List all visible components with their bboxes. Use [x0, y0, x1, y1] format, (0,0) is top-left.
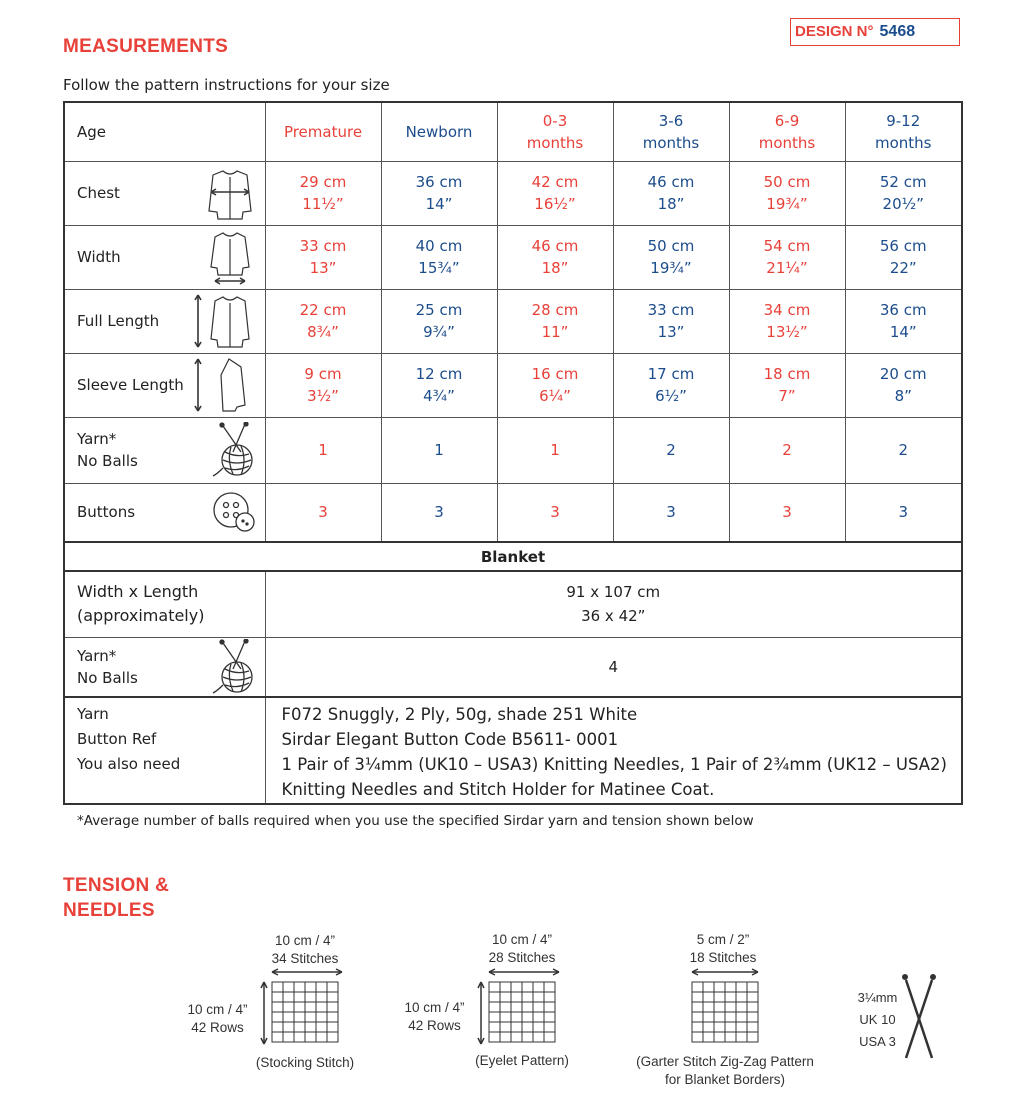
table-cell: 1	[497, 417, 613, 483]
sleeve-measure-icon	[193, 355, 257, 415]
swatch-height-label: 10 cm / 4” 42 Rows	[187, 1002, 248, 1035]
swatch-width-label: 10 cm / 4” 28 Stitches	[488, 932, 556, 965]
table-cell: 3	[265, 483, 381, 542]
sleeve-length-row	[64, 353, 962, 417]
row-label: Width	[77, 248, 121, 266]
table-cell: 34 cm 13½”	[729, 289, 845, 353]
table-cell: 17 cm 6½”	[613, 353, 729, 417]
swatch-grid-icon	[680, 966, 770, 1050]
swatch-width-label: 5 cm / 2” 18 Stitches	[689, 932, 757, 965]
table-cell: 46 cm 18”	[613, 161, 729, 225]
subtitle: Follow the pattern instructions for your size	[63, 76, 390, 94]
age-label: Age	[64, 102, 265, 161]
swatch-caption: (Stocking Stitch)	[255, 1055, 355, 1070]
blanket-balls-value: 4	[265, 637, 962, 697]
size-header: Premature	[265, 102, 381, 161]
table-cell: 12 cm 4¾”	[381, 353, 497, 417]
table-cell: 3	[381, 483, 497, 542]
blanket-size-note: (approximately)	[77, 606, 205, 626]
section-title-measurements: MEASUREMENTS	[63, 36, 229, 57]
table-cell: 54 cm 21¼”	[729, 225, 845, 289]
table-cell: 3	[613, 483, 729, 542]
table-cell: 22 cm 8¾”	[265, 289, 381, 353]
size-header: 3-6 months	[613, 102, 729, 161]
size-header: 6-9 months	[729, 102, 845, 161]
swatch-caption: (Eyelet Pattern)	[475, 1053, 569, 1068]
table-cell: 40 cm 15¾”	[381, 225, 497, 289]
length-measure-icon	[193, 291, 257, 351]
swatch-grid-icon	[475, 966, 565, 1050]
table-cell: 20 cm 8”	[845, 353, 962, 417]
table-cell: 56 cm 22”	[845, 225, 962, 289]
table-cell: 16 cm 6¼”	[497, 353, 613, 417]
needle-size-label: 3¼mm UK 10 USA 3	[857, 990, 898, 1049]
info-label-yarn: Yarn	[77, 705, 109, 723]
table-cell: 36 cm 14”	[381, 161, 497, 225]
info-label-also-need: You also need	[77, 755, 181, 773]
yarn-ball-icon	[211, 422, 257, 478]
blanket-size-label: Width x Length	[77, 582, 199, 602]
size-header: Newborn	[381, 102, 497, 161]
info-value-also-need: 1 Pair of 3¼mm (UK10 – USA3) Knitting Needles, 1 Pair of 2¾mm (UK12 – USA2)	[281, 755, 947, 774]
design-number: 5468	[879, 23, 916, 40]
row-label: Full Length	[77, 312, 160, 330]
full-length-row	[64, 289, 962, 353]
table-cell: 2	[729, 417, 845, 483]
knitting-needles-icon	[900, 970, 940, 1064]
info-value-also-need-cont: Knitting Needles and Stitch Holder for Matinee Coat.	[281, 780, 715, 799]
yarn-label: Yarn*	[77, 646, 117, 665]
measurements-table	[63, 101, 963, 805]
no-balls-label: No Balls	[77, 668, 138, 687]
no-balls-label: No Balls	[77, 452, 138, 470]
yarn-balls-row	[64, 417, 962, 483]
table-cell: 33 cm 13”	[613, 289, 729, 353]
blanket-header: Blanket	[64, 542, 962, 571]
chest-measure-icon	[203, 165, 257, 221]
buttons-row	[64, 483, 962, 542]
swatch-height-label: 10 cm / 4” 42 Rows	[404, 1000, 465, 1033]
table-cell: 36 cm 14”	[845, 289, 962, 353]
info-value-yarn: F072 Snuggly, 2 Ply, 50g, shade 251 White	[281, 705, 638, 724]
design-label: DESIGN N°	[795, 23, 874, 40]
blanket-header-row	[64, 542, 962, 571]
table-cell: 50 cm 19¾”	[613, 225, 729, 289]
table-cell: 3	[729, 483, 845, 542]
info-label-button-ref: Button Ref	[77, 730, 157, 748]
swatch-grid-icon	[258, 966, 348, 1050]
yarn-label: Yarn*	[77, 430, 117, 448]
width-row	[64, 225, 962, 289]
info-row	[64, 697, 962, 804]
table-cell: 42 cm 16½”	[497, 161, 613, 225]
buttons-label: Buttons	[77, 503, 136, 522]
swatch-caption: (Garter Stitch Zig-Zag Pattern for Blanket Borders)	[636, 1054, 814, 1087]
table-cell: 2	[613, 417, 729, 483]
table-cell: 33 cm 13”	[265, 225, 381, 289]
table-cell: 9 cm 3½”	[265, 353, 381, 417]
table-cell: 1	[381, 417, 497, 483]
swatch-width-label: 10 cm / 4” 34 Stitches	[271, 933, 339, 966]
table-cell: 52 cm 20½”	[845, 161, 962, 225]
blanket-size-value: 91 x 107 cm 36 x 42”	[265, 571, 962, 637]
table-cell: 18 cm 7”	[729, 353, 845, 417]
blanket-size-row	[64, 571, 962, 637]
age-row	[64, 102, 962, 161]
design-number-box	[790, 18, 960, 46]
table-cell: 50 cm 19¾”	[729, 161, 845, 225]
table-cell: 46 cm 18”	[497, 225, 613, 289]
yarn-ball-icon	[211, 639, 257, 695]
size-header: 0-3 months	[497, 102, 613, 161]
row-label: Chest	[77, 184, 120, 202]
section-title-tension: TENSION & NEEDLES	[63, 875, 170, 921]
table-cell: 1	[265, 417, 381, 483]
button-icon	[211, 490, 257, 534]
info-value-button-ref: Sirdar Elegant Button Code B5611- 0001	[281, 730, 619, 749]
chest-row	[64, 161, 962, 225]
table-cell: 25 cm 9¾”	[381, 289, 497, 353]
footnote: *Average number of balls required when you use the specified Sirdar yarn and tension shown below	[77, 813, 754, 829]
table-cell: 3	[845, 483, 962, 542]
table-cell: 3	[497, 483, 613, 542]
blanket-yarn-row	[64, 637, 962, 697]
row-label: Sleeve Length	[77, 376, 184, 394]
width-measure-icon	[203, 229, 257, 285]
table-cell: 28 cm 11”	[497, 289, 613, 353]
size-header: 9-12 months	[845, 102, 962, 161]
table-cell: 2	[845, 417, 962, 483]
table-cell: 29 cm 11½”	[265, 161, 381, 225]
